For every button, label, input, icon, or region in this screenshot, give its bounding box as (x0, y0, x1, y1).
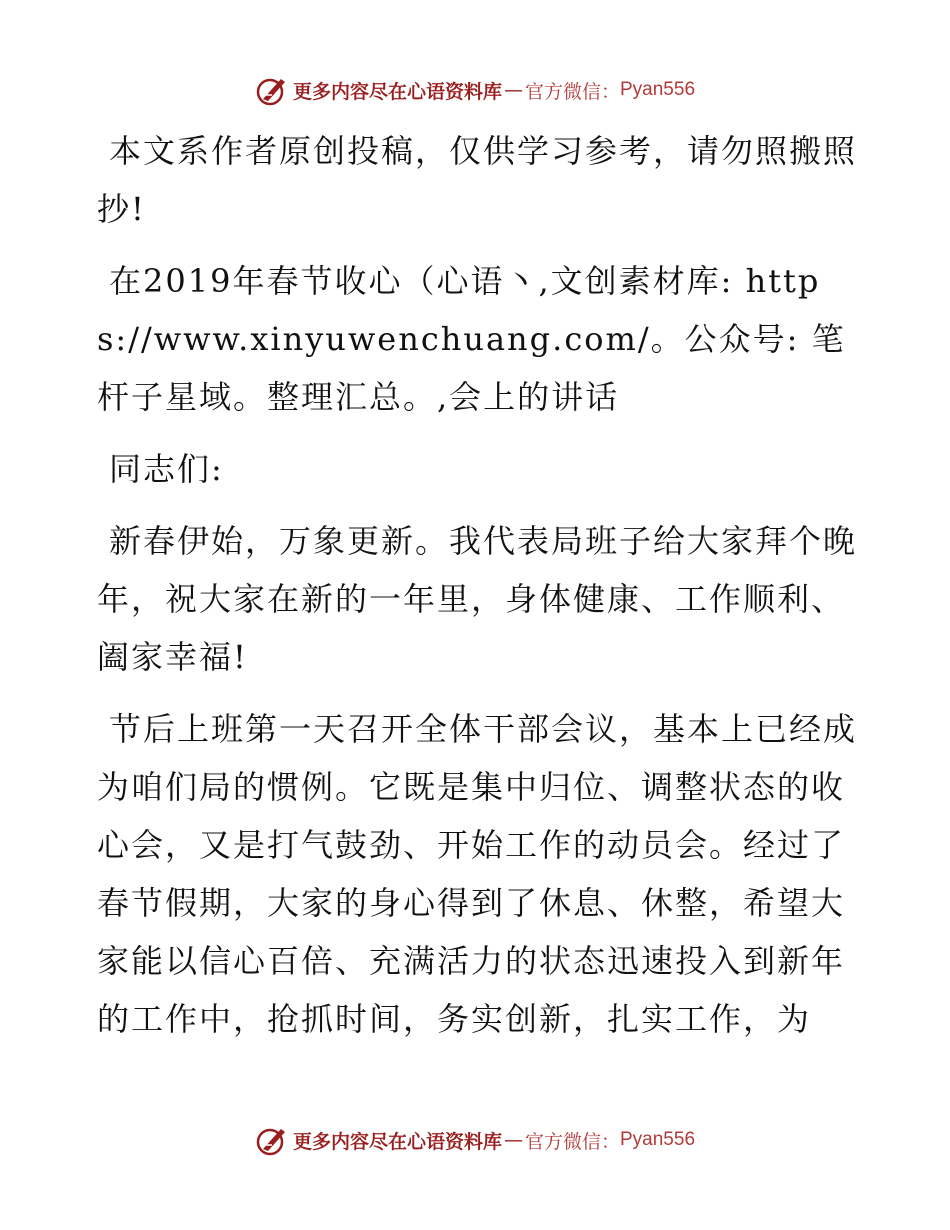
header-wechat-label: 官方微信： (524, 80, 620, 103)
paragraph-greeting: 新春伊始，万象更新。我代表局班子给大家拜个晚年，祝大家在新的一年里，身体健康、工作顺利、阖家幸福! (97, 522, 858, 676)
header-banner (0, 70, 950, 110)
paragraph-salutation: 同志们: (109, 450, 224, 488)
footer-wechat-id: Pyan556 (620, 1129, 696, 1150)
document-body (97, 122, 857, 1062)
footer-separator: — (503, 1129, 523, 1151)
paragraph-notice: 本文系作者原创投稿，仅供学习参考，请勿照搬照抄! (97, 132, 858, 228)
paragraph-main: 节后上班第一天召开全体干部会议，基本上已经成为咱们局的惯例。它既是集中归位、调整状态的收心会，又是打气鼓劲、开始工作的动员会。经过了春节假期，大家的身心得到了休息、休整，希望大家能以信心百倍、充满活力的状态迅速投入到新年的工作中，抢抓时间，务实创新，扎实工作，为 (97, 710, 858, 1038)
header-promo-text: 更多内容尽在心语资料库 (292, 80, 502, 103)
header-separator: — (503, 79, 523, 101)
quill-logo-icon (255, 73, 289, 107)
footer-banner (0, 1120, 950, 1160)
quill-logo-icon (255, 1123, 289, 1157)
paragraph-title: 在2019年春节收心（心语丶,文创素材库: https://www.xinyuwenchuang.com/。公众号: 笔杆子星域。整理汇总。,会上的讲话 (97, 262, 846, 416)
footer-wechat-label: 官方微信： (524, 1130, 620, 1153)
footer-promo-text: 更多内容尽在心语资料库 (292, 1130, 502, 1153)
header-wechat-id: Pyan556 (620, 79, 696, 100)
